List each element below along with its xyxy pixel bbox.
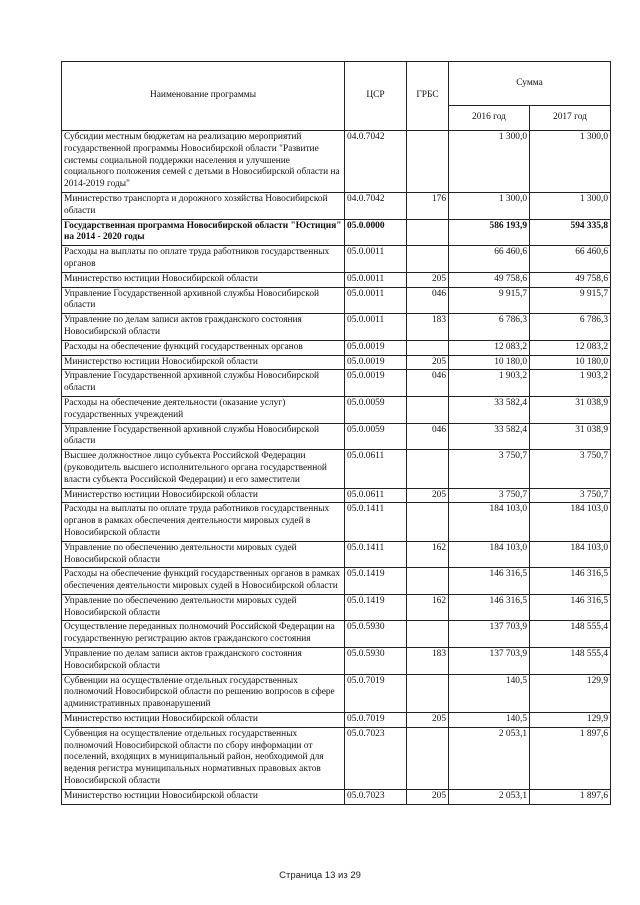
cell-sum-2017: 6 786,3: [530, 314, 611, 341]
cell-csr: 05.0.7023: [345, 789, 407, 804]
cell-program-name: Государственная программа Новосибирской области "Юстиция" на 2014 - 2020 годы: [62, 219, 345, 246]
cell-sum-2017: 594 335,8: [530, 219, 611, 246]
table-row: [62, 674, 611, 712]
header-grbs: ГРБС: [407, 62, 449, 131]
table-row: [62, 503, 611, 541]
table-row: [62, 423, 611, 450]
table-row: [62, 648, 611, 675]
cell-grbs: 046: [407, 287, 449, 314]
cell-program-name: Министерство юстиции Новосибирской области: [62, 272, 345, 287]
cell-program-name: Министерство транспорта и дорожного хозяйства Новосибирской области: [62, 192, 345, 219]
cell-grbs: 183: [407, 648, 449, 675]
cell-sum-2017: 3 750,7: [530, 450, 611, 488]
table-row: [62, 396, 611, 423]
cell-grbs: [407, 503, 449, 541]
cell-grbs: 205: [407, 488, 449, 503]
cell-grbs: 183: [407, 314, 449, 341]
cell-csr: 05.0.0011: [345, 314, 407, 341]
header-year-2017: 2017 год: [530, 106, 611, 131]
cell-program-name: Министерство юстиции Новосибирской области: [62, 789, 345, 804]
table-row: [62, 568, 611, 595]
cell-program-name: Управление Государственной архивной службы Новосибирской области: [62, 287, 345, 314]
cell-grbs: 205: [407, 789, 449, 804]
cell-program-name: Субсидии местным бюджетам на реализацию мероприятий государственной программы Новосибирской области "Развитие системы социальной поддержки населения и улучшение социального положения семей с детьми в Новосибирской области на 2014-2019 годы": [62, 131, 345, 193]
cell-program-name: Управление по делам записи актов гражданского состояния Новосибирской области: [62, 648, 345, 675]
header-csr: ЦСР: [345, 62, 407, 131]
cell-grbs: 162: [407, 541, 449, 568]
cell-program-name: Расходы на обеспечение функций государственных органов: [62, 340, 345, 355]
cell-sum-2016: 184 103,0: [449, 503, 530, 541]
cell-csr: 05.0.5930: [345, 621, 407, 648]
cell-grbs: [407, 340, 449, 355]
cell-sum-2017: 9 915,7: [530, 287, 611, 314]
cell-sum-2016: 137 703,9: [449, 621, 530, 648]
cell-grbs: [407, 568, 449, 595]
cell-sum-2016: 586 193,9: [449, 219, 530, 246]
budget-table-container: [61, 61, 610, 805]
table-row: [62, 713, 611, 728]
cell-program-name: Министерство юстиции Новосибирской области: [62, 488, 345, 503]
cell-sum-2016: 3 750,7: [449, 488, 530, 503]
cell-grbs: [407, 246, 449, 273]
cell-csr: 05.0.0059: [345, 423, 407, 450]
cell-sum-2017: 31 038,9: [530, 396, 611, 423]
cell-sum-2016: 9 915,7: [449, 287, 530, 314]
cell-program-name: Расходы на выплаты по оплате труда работников государственных органов: [62, 246, 345, 273]
cell-grbs: [407, 727, 449, 789]
cell-csr: 05.0.7019: [345, 674, 407, 712]
cell-sum-2016: 33 582,4: [449, 423, 530, 450]
table-row: [62, 727, 611, 789]
cell-sum-2017: 148 555,4: [530, 621, 611, 648]
cell-program-name: Субвенция на осуществление отдельных государственных полномочий Новосибирской области по сбору информации от поселений, входящих в муниципальный район, необходимой для ведения регистра муниципальных нормативных правовых актов Новосибирской области: [62, 727, 345, 789]
cell-sum-2016: 2 053,1: [449, 727, 530, 789]
cell-sum-2017: 146 316,5: [530, 594, 611, 621]
cell-sum-2017: 148 555,4: [530, 648, 611, 675]
cell-grbs: [407, 131, 449, 193]
header-program-name: Наименование программы: [62, 62, 345, 131]
cell-sum-2016: 10 180,0: [449, 355, 530, 370]
cell-program-name: Управление Государственной архивной службы Новосибирской области: [62, 370, 345, 397]
table-row: [62, 340, 611, 355]
cell-sum-2017: 1 903,2: [530, 370, 611, 397]
cell-sum-2016: 1 300,0: [449, 131, 530, 193]
cell-program-name: Расходы на выплаты по оплате труда работников государственных органов в рамках обеспечения деятельности мировых судей в Новосибирской области: [62, 503, 345, 541]
cell-sum-2016: 146 316,5: [449, 568, 530, 595]
table-row: [62, 594, 611, 621]
cell-program-name: Высшее должностное лицо субъекта Российской Федерации (руководитель высшего исполнительного органа государственной власти субъекта Российской Федерации) и его заместители: [62, 450, 345, 488]
header-sum: Сумма: [449, 62, 611, 106]
cell-csr: 05.0.1419: [345, 568, 407, 595]
cell-sum-2016: 49 758,6: [449, 272, 530, 287]
table-row: [62, 219, 611, 246]
cell-grbs: [407, 674, 449, 712]
table-row: [62, 621, 611, 648]
cell-sum-2017: 1 300,0: [530, 192, 611, 219]
cell-sum-2017: 1 897,6: [530, 727, 611, 789]
cell-grbs: [407, 396, 449, 423]
table-row: [62, 246, 611, 273]
cell-csr: 04.0.7042: [345, 131, 407, 193]
cell-grbs: 176: [407, 192, 449, 219]
table-row: [62, 314, 611, 341]
cell-sum-2017: 10 180,0: [530, 355, 611, 370]
cell-sum-2017: 66 460,6: [530, 246, 611, 273]
cell-sum-2017: 1 300,0: [530, 131, 611, 193]
cell-csr: 05.0.0011: [345, 272, 407, 287]
table-header: [62, 62, 611, 131]
cell-grbs: 046: [407, 370, 449, 397]
cell-csr: 05.0.0611: [345, 488, 407, 503]
cell-grbs: 205: [407, 355, 449, 370]
cell-sum-2016: 1 903,2: [449, 370, 530, 397]
cell-grbs: [407, 450, 449, 488]
cell-csr: 05.0.1411: [345, 503, 407, 541]
cell-program-name: Осуществление переданных полномочий Российской Федерации на государственную регистрацию актов гражданского состояния: [62, 621, 345, 648]
table-row: [62, 131, 611, 193]
cell-program-name: Министерство юстиции Новосибирской области: [62, 713, 345, 728]
cell-sum-2017: 1 897,6: [530, 789, 611, 804]
cell-sum-2016: 1 300,0: [449, 192, 530, 219]
page-footer: Страница 13 из 29: [279, 870, 361, 881]
table-row: [62, 488, 611, 503]
cell-csr: 05.0.7019: [345, 713, 407, 728]
table-row: [62, 789, 611, 804]
cell-program-name: Министерство юстиции Новосибирской области: [62, 355, 345, 370]
cell-sum-2016: 137 703,9: [449, 648, 530, 675]
cell-csr: 05.0.0019: [345, 340, 407, 355]
cell-sum-2017: 3 750,7: [530, 488, 611, 503]
cell-program-name: Управление Государственной архивной службы Новосибирской области: [62, 423, 345, 450]
budget-table: [61, 61, 611, 805]
cell-csr: 05.0.1411: [345, 541, 407, 568]
cell-program-name: Субвенции на осуществление отдельных государственных полномочий Новосибирской области по решению вопросов в сфере административных правонарушений: [62, 674, 345, 712]
cell-grbs: [407, 219, 449, 246]
cell-grbs: [407, 621, 449, 648]
cell-csr: 05.0.0019: [345, 355, 407, 370]
table-row: [62, 541, 611, 568]
table-row: [62, 272, 611, 287]
cell-sum-2016: 146 316,5: [449, 594, 530, 621]
cell-csr: 05.0.0011: [345, 287, 407, 314]
table-row: [62, 370, 611, 397]
cell-program-name: Управление по делам записи актов гражданского состояния Новосибирской области: [62, 314, 345, 341]
cell-grbs: 205: [407, 713, 449, 728]
cell-sum-2016: 140,5: [449, 674, 530, 712]
cell-sum-2017: 146 316,5: [530, 568, 611, 595]
cell-grbs: 205: [407, 272, 449, 287]
cell-csr: 05.0.0019: [345, 370, 407, 397]
table-row: [62, 355, 611, 370]
cell-grbs: 046: [407, 423, 449, 450]
cell-sum-2017: 184 103,0: [530, 541, 611, 568]
cell-sum-2016: 3 750,7: [449, 450, 530, 488]
cell-grbs: 162: [407, 594, 449, 621]
cell-csr: 05.0.7023: [345, 727, 407, 789]
table-row: [62, 450, 611, 488]
cell-sum-2017: 184 103,0: [530, 503, 611, 541]
table-row: [62, 287, 611, 314]
header-year-2016: 2016 год: [449, 106, 530, 131]
cell-program-name: Управление по обеспечению деятельности мировых судей Новосибирской области: [62, 541, 345, 568]
cell-sum-2016: 6 786,3: [449, 314, 530, 341]
cell-csr: 05.0.1419: [345, 594, 407, 621]
cell-csr: 05.0.0011: [345, 246, 407, 273]
cell-sum-2017: 31 038,9: [530, 423, 611, 450]
cell-sum-2016: 140,5: [449, 713, 530, 728]
cell-csr: 05.0.0059: [345, 396, 407, 423]
cell-sum-2017: 129,9: [530, 713, 611, 728]
cell-csr: 04.0.7042: [345, 192, 407, 219]
cell-sum-2016: 2 053,1: [449, 789, 530, 804]
cell-csr: 05.0.0000: [345, 219, 407, 246]
table-body: [62, 131, 611, 805]
cell-sum-2016: 33 582,4: [449, 396, 530, 423]
cell-sum-2017: 12 083,2: [530, 340, 611, 355]
cell-csr: 05.0.0611: [345, 450, 407, 488]
cell-sum-2017: 49 758,6: [530, 272, 611, 287]
cell-sum-2017: 129,9: [530, 674, 611, 712]
cell-program-name: Расходы на обеспечение функций государственных органов в рамках обеспечения деятельности мировых судей в Новосибирской области: [62, 568, 345, 595]
cell-program-name: Расходы на обеспечение деятельности (оказание услуг) государственных учреждений: [62, 396, 345, 423]
table-row: [62, 192, 611, 219]
cell-sum-2016: 66 460,6: [449, 246, 530, 273]
cell-csr: 05.0.5930: [345, 648, 407, 675]
cell-sum-2016: 12 083,2: [449, 340, 530, 355]
cell-sum-2016: 184 103,0: [449, 541, 530, 568]
cell-program-name: Управление по обеспечению деятельности мировых судей Новосибирской области: [62, 594, 345, 621]
